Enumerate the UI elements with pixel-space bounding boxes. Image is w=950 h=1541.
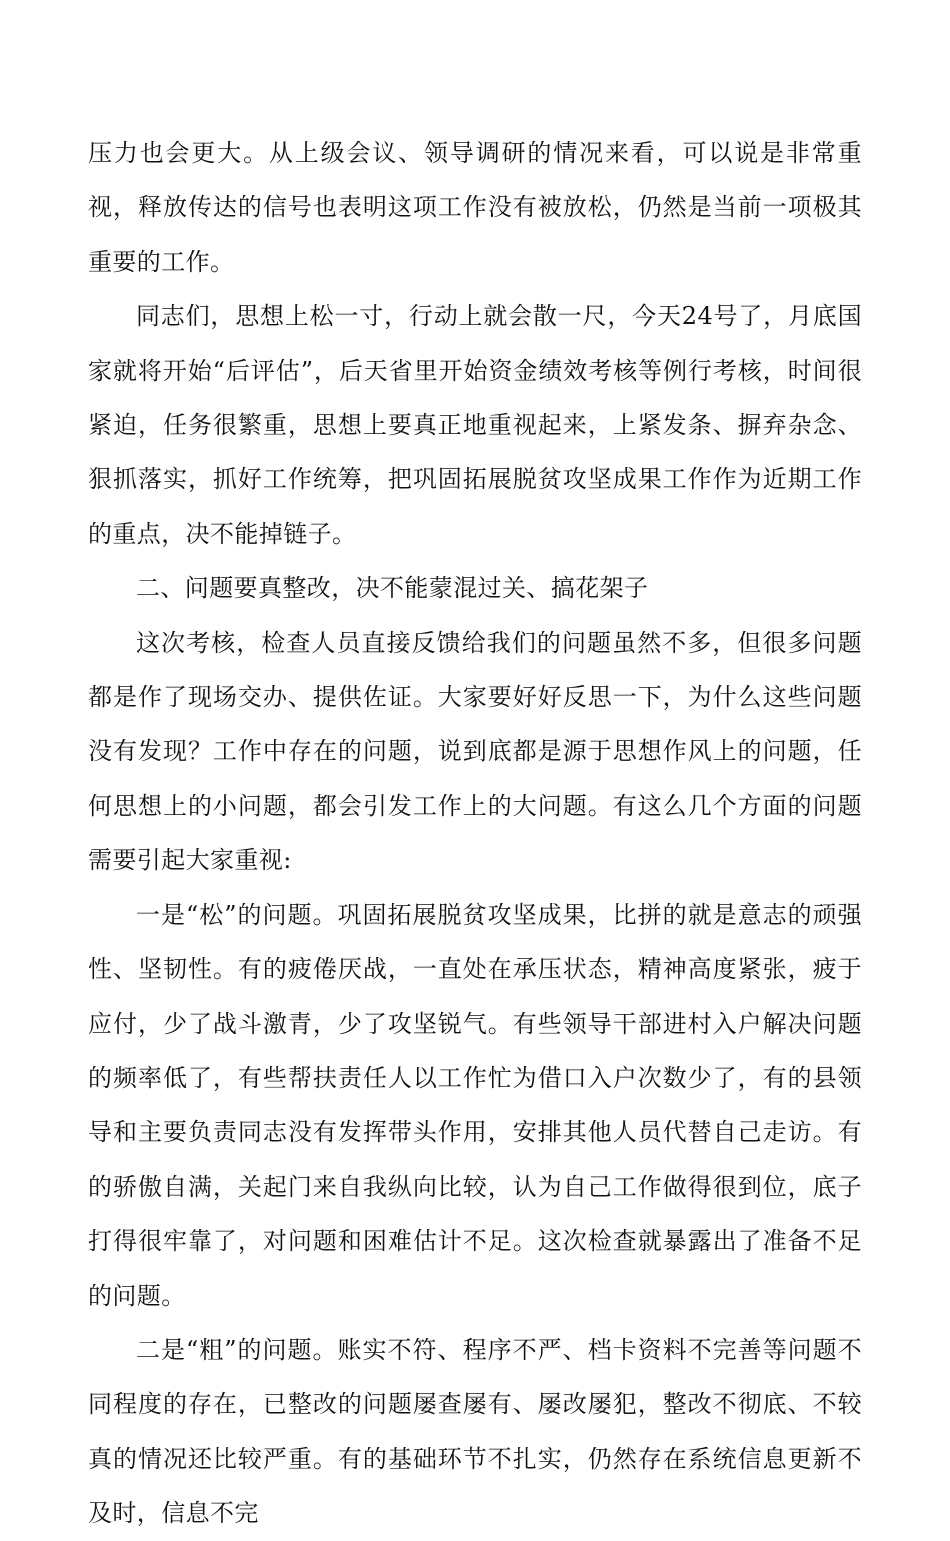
paragraph-issue-loose: 一是“松”的问题。巩固拓展脱贫攻坚成果，比拼的就是意志的顽强性、坚韧性。有的疲倦厌战，一直处在承压状态，精神高度紧张，疲于应付，少了战斗激青，少了攻坚锐气。有些领导干部进村入户解决问题的频率低了，有些帮扶责任人以工作忙为借口入户次数少了，有的县领导和主要负责同志没有发挥带头作用，安排其他人员代替自己走访。有的骄傲自满，关起门来自我纵向比较，认为自己工作做得很到位，底子打得很牢靠了，对问题和困难估计不足。这次检查就暴露出了准备不足的问题。	[88, 900, 862, 1310]
document-body	[88, 126, 862, 1541]
paragraph-issue-rough: 二是“粗”的问题。账实不符、程序不严、档卡资料不完善等问题不同程度的存在，已整改的问题屡查屡有、屡改屡犯，整改不彻底、不较真的情况还比较严重。有的基础环节不扎实，仍然存在系统信息更新不及时，信息不完	[88, 1335, 862, 1528]
paragraph-continuation: 压力也会更大。从上级会议、领导调研的情况来看，可以说是非常重视，释放传达的信号也表明这项工作没有被放松，仍然是当前一项极其重要的工作。	[88, 139, 862, 276]
paragraph-assessment: 这次考核，检查人员直接反馈给我们的问题虽然不多，但很多问题都是作了现场交办、提供佐证。大家要好好反思一下，为什么这些问题没有发现？工作中存在的问题，说到底都是源于思想作风上的问题，任何思想上的小问题，都会引发工作上的大问题。有这么几个方面的问题需要引起大家重视:	[88, 628, 862, 875]
section-heading-two: 二、问题要真整改，决不能蒙混过关、搞花架子	[136, 574, 649, 603]
paragraph-urgency: 同志们，思想上松一寸，行动上就会散一尺，今天24号了，月底国家就将开始“后评估”，后天省里开始资金绩效考核等例行考核，时间很紧迫，任务很繁重，思想上要真正地重视起来，上紧发条、摒弃杂念、狠抓落实，抓好工作统筹，把巩固拓展脱贫攻坚成果工作作为近期工作的重点，决不能掉链子。	[88, 302, 862, 548]
